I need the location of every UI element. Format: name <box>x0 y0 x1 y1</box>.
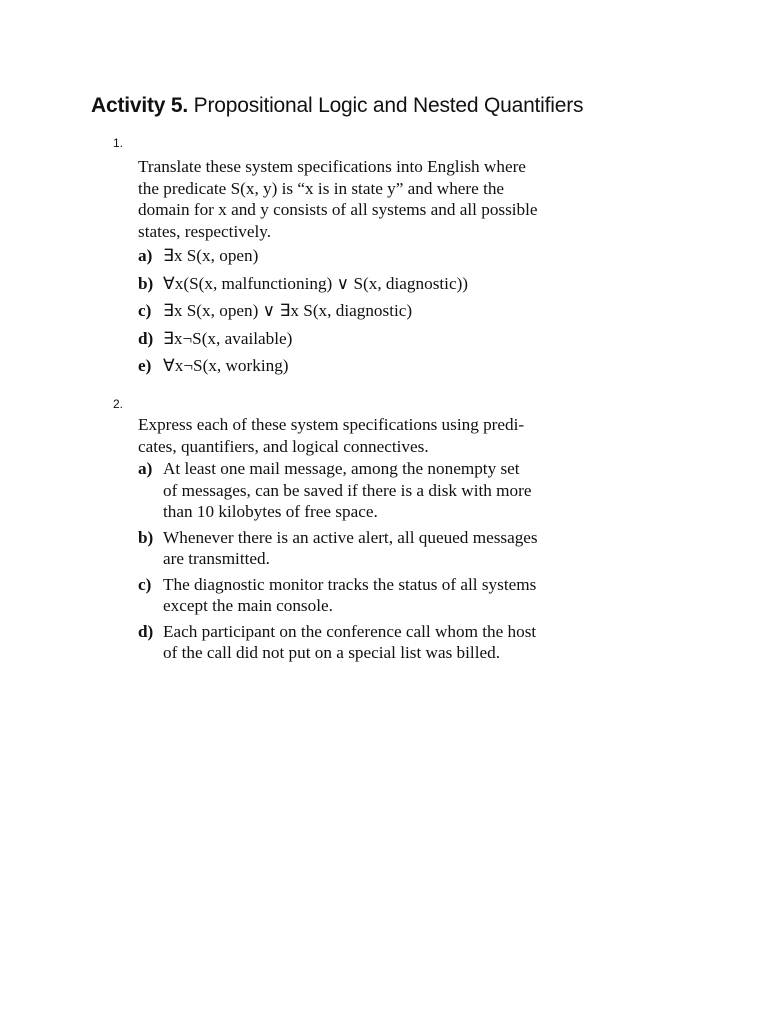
question-1-intro-line: Translate these system specifications into English where <box>138 157 526 176</box>
item-line: Each participant on the conference call whom the host <box>163 621 537 641</box>
question-1-items <box>138 245 558 383</box>
title-activity-label: Activity 5. <box>91 94 189 117</box>
item-label: b) <box>138 273 154 293</box>
item-line: than 10 kilobytes of free space. <box>163 502 378 521</box>
question-1-intro-line: the predicate S(x, y) is “x is in state y” and where the <box>138 178 505 198</box>
question-1-number: 1. <box>113 136 124 150</box>
item-label: e) <box>138 356 152 375</box>
item-label: b) <box>138 527 154 547</box>
item-label: d) <box>138 328 154 348</box>
item-formula: ∃x S(x, open) <box>163 246 259 265</box>
question-1-block <box>138 156 558 383</box>
page-title <box>91 94 583 118</box>
list-item <box>138 300 558 328</box>
list-item <box>138 328 558 356</box>
question-1-intro-line: domain for x and y consists of all systems and all possible <box>138 200 538 219</box>
list-item <box>138 273 558 301</box>
title-topic: Propositional Logic and Nested Quantifiers <box>188 94 584 117</box>
list-item <box>138 621 558 664</box>
item-text <box>163 458 558 523</box>
item-text <box>163 527 558 570</box>
item-label: a) <box>138 246 153 265</box>
item-label: c) <box>138 574 152 594</box>
item-formula: ∃x S(x, open) ∨ ∃x S(x, diagnostic) <box>163 301 413 320</box>
question-2-intro-line: Express each of these system specifications using predi- <box>138 415 525 434</box>
item-label: d) <box>138 621 154 641</box>
list-item <box>138 355 558 383</box>
list-item <box>138 574 558 617</box>
item-label: a) <box>138 459 153 478</box>
list-item <box>138 527 558 570</box>
item-line: except the main console. <box>163 596 333 615</box>
question-2-intro-line: cates, quantifiers, and logical connectives. <box>138 436 429 456</box>
item-line: of messages, can be saved if there is a disk with more <box>163 480 532 500</box>
list-item <box>138 245 558 273</box>
item-formula: ∀x(S(x, malfunctioning) ∨ S(x, diagnostic)) <box>163 273 469 293</box>
item-text <box>163 621 558 664</box>
item-line: of the call did not put on a special list was billed. <box>163 643 500 662</box>
item-line: At least one mail message, among the nonempty set <box>163 459 520 478</box>
question-2-items <box>138 458 558 664</box>
question-1-intro-line: states, respectively. <box>138 221 271 241</box>
item-line: Whenever there is an active alert, all queued messages <box>163 527 538 547</box>
question-2-intro <box>138 414 558 457</box>
question-2-block <box>138 414 558 668</box>
item-label: c) <box>138 301 152 320</box>
item-text <box>163 574 558 617</box>
item-formula: ∃x¬S(x, available) <box>163 328 293 348</box>
list-item <box>138 458 558 523</box>
question-1-intro <box>138 156 558 242</box>
item-line: are transmitted. <box>163 549 270 568</box>
item-line: The diagnostic monitor tracks the status of all systems <box>163 574 537 594</box>
item-formula: ∀x¬S(x, working) <box>163 356 289 375</box>
question-2-number: 2. <box>113 397 124 411</box>
